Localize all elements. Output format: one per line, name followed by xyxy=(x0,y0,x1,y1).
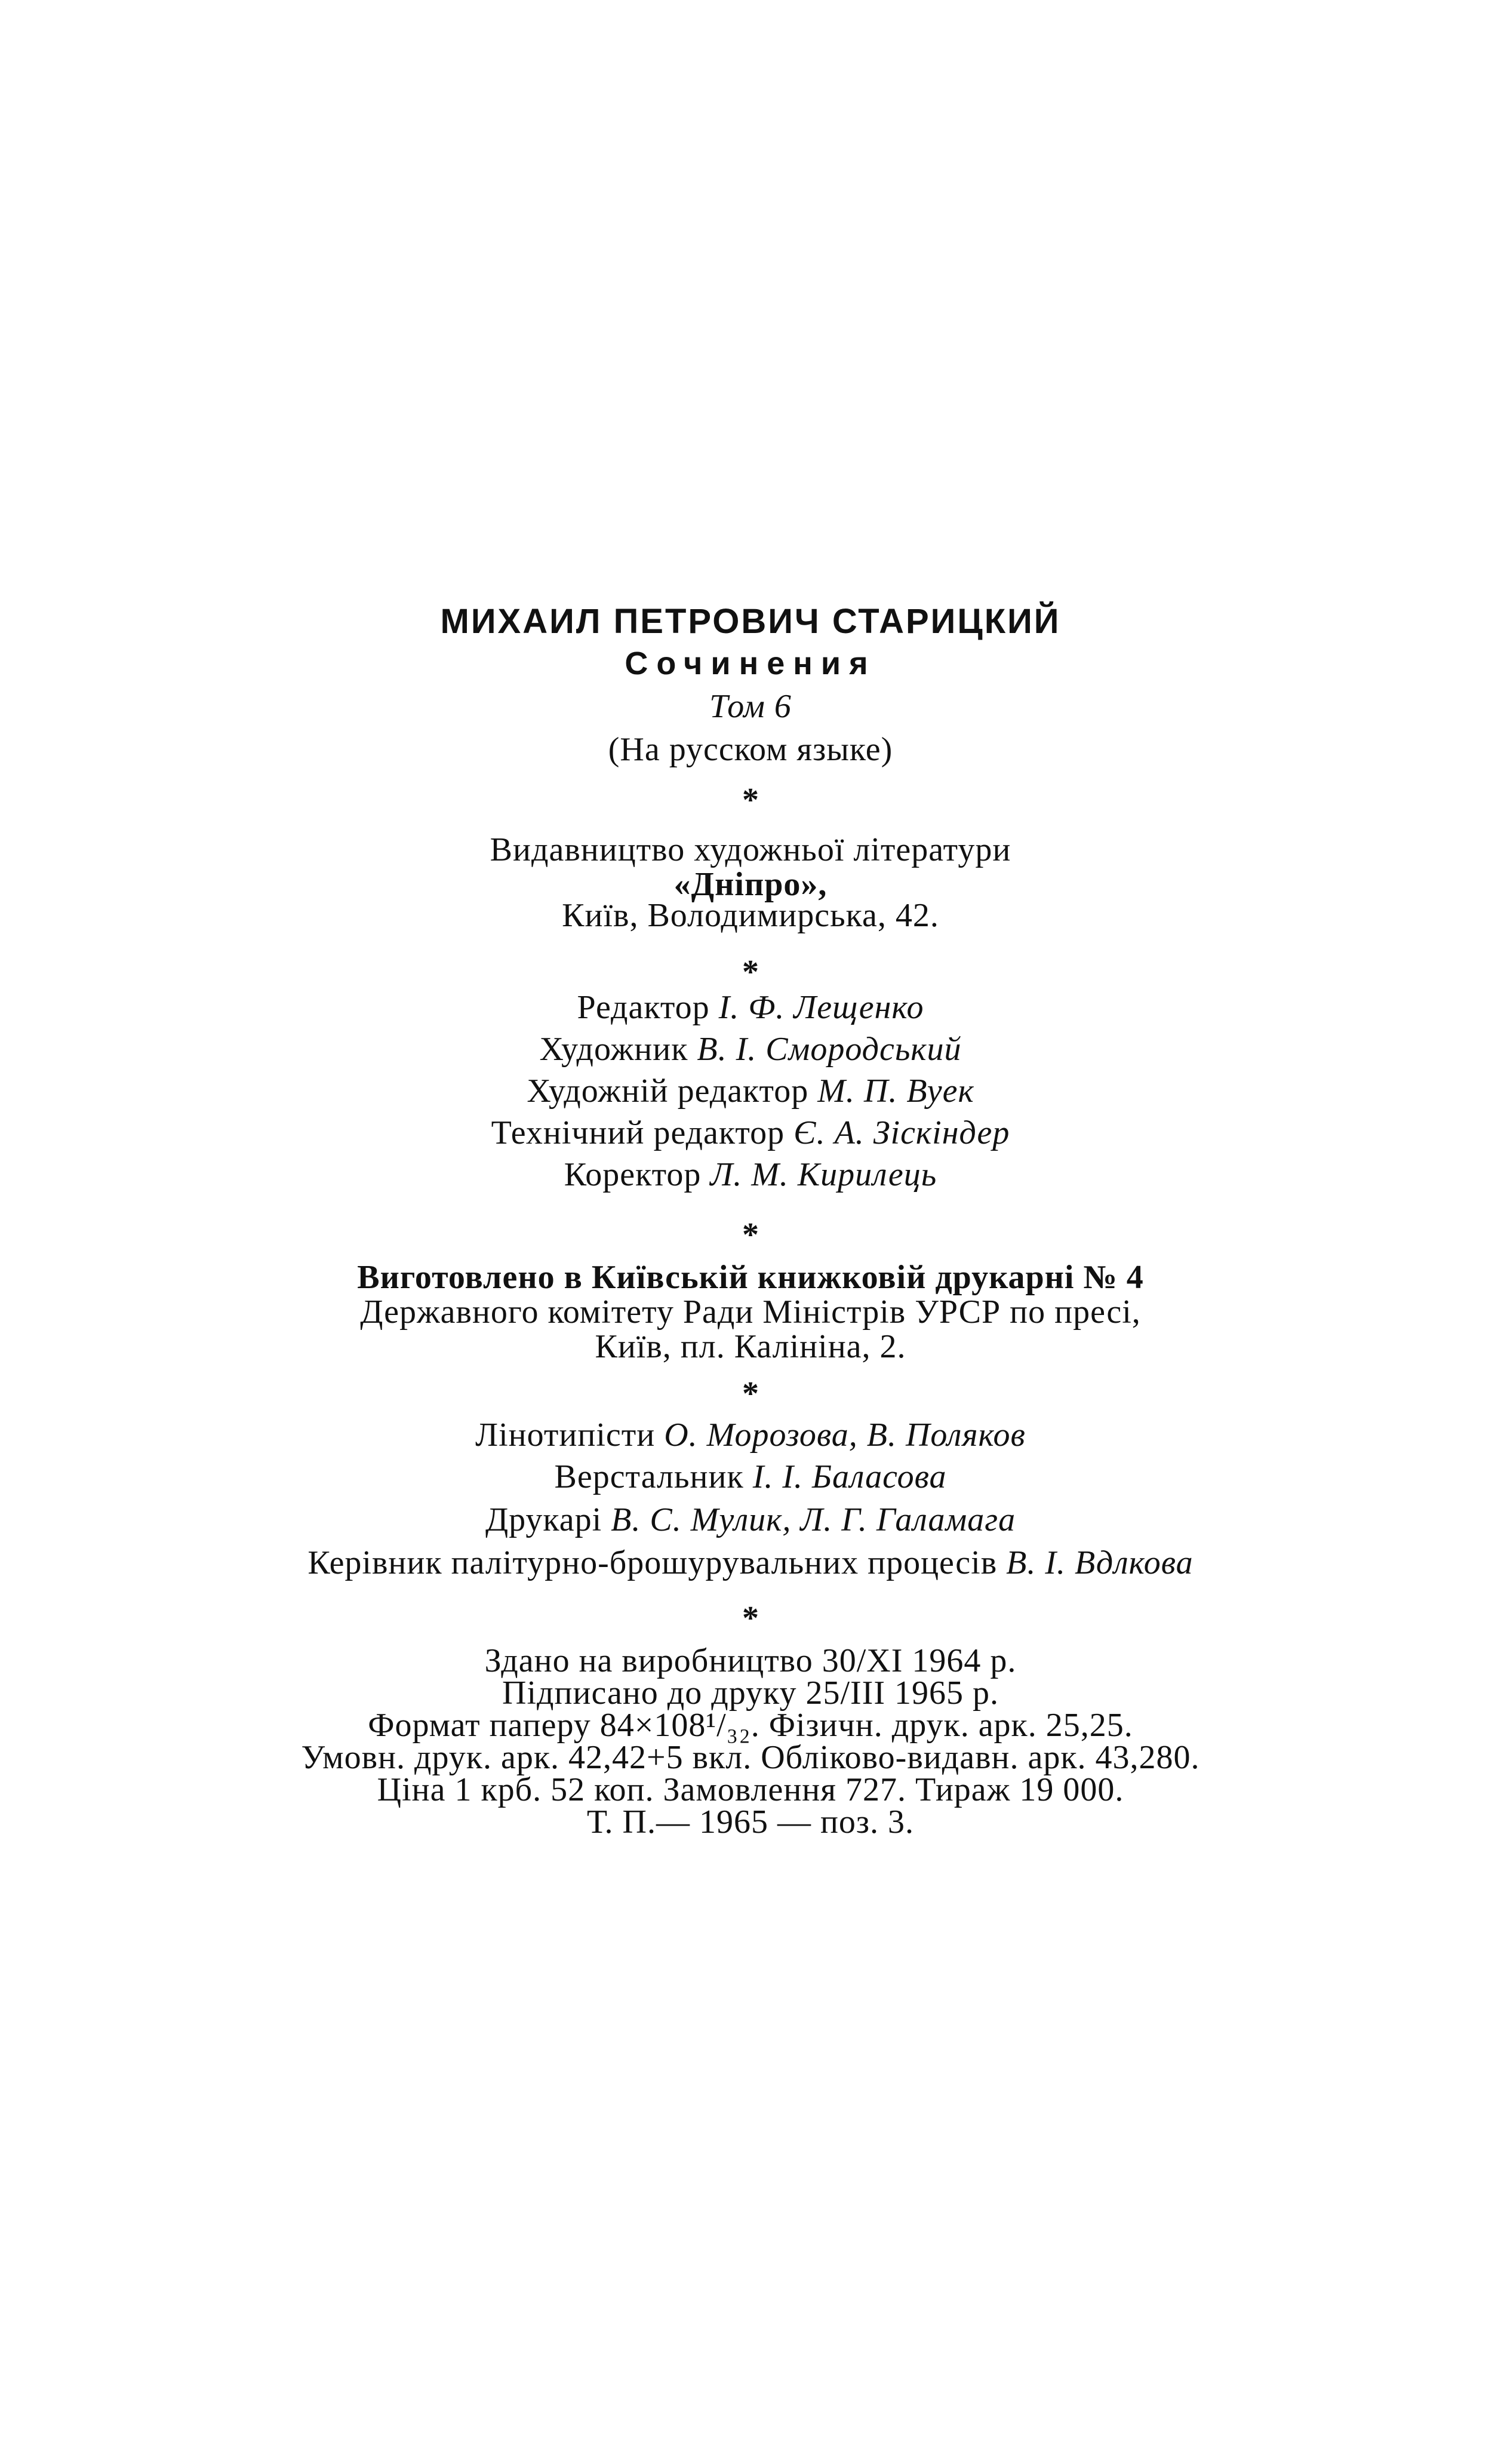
staff-art-editor xyxy=(0,1071,1501,1111)
imprint-signed: Підписано до друку 25/III 1965 р. xyxy=(502,1675,999,1712)
imprint-submitted: Здано на виробництво 30/XI 1964 р. xyxy=(484,1642,1017,1679)
imprint-plan-position: Т. П.— 1965 — поз. 3. xyxy=(586,1804,915,1841)
production-role: Друкарі xyxy=(485,1501,602,1538)
staff-name: Є. А. Зіскіндер xyxy=(793,1114,1010,1151)
production-typesetter xyxy=(0,1457,1501,1497)
production-name: В. С. Мулик, Л. Г. Галамага xyxy=(611,1501,1016,1538)
separator-star: * xyxy=(742,1375,759,1412)
printing-house: Виготовлено в Київській книжковій друкарні № 4 xyxy=(357,1259,1144,1296)
production-role: Верстальник xyxy=(554,1458,744,1495)
publisher-brand: «Дніпро», xyxy=(673,866,828,903)
separator-star: * xyxy=(742,782,759,819)
work-title: Сочинения xyxy=(625,646,876,681)
production-linotypists xyxy=(0,1415,1501,1455)
separator-star: * xyxy=(742,954,759,991)
production-name: В. І. Вдлкова xyxy=(1006,1544,1194,1581)
production-name: І. І. Баласова xyxy=(752,1458,947,1495)
staff-artist xyxy=(0,1030,1501,1069)
production-role: Керівник палітурно-брошурувальних процесів xyxy=(307,1544,998,1581)
staff-name: В. І. Смородський xyxy=(697,1031,962,1068)
imprint-format: Формат паперу 84×108¹/₃₂. Фізичн. друк. арк. 25,25. xyxy=(368,1707,1133,1744)
staff-name: М. П. Вуек xyxy=(817,1073,974,1110)
staff-proofreader xyxy=(0,1155,1501,1194)
staff-name: І. Ф. Лещенко xyxy=(718,989,924,1026)
production-name: О. Морозова, В. Поляков xyxy=(664,1417,1026,1454)
staff-role: Технічний редактор xyxy=(491,1114,785,1151)
publisher-address: Київ, Володимирська, 42. xyxy=(562,897,939,934)
printing-committee: Державного комітету Ради Міністрів УРСР по пресі, xyxy=(360,1294,1141,1331)
staff-role: Художник xyxy=(539,1031,688,1068)
production-binding-head xyxy=(0,1543,1501,1583)
volume-number: Том 6 xyxy=(709,688,792,725)
separator-star: * xyxy=(742,1216,759,1253)
publisher-name: Видавництво художньої літератури xyxy=(490,831,1011,868)
production-role: Лінотипісти xyxy=(475,1417,656,1454)
imprint-price: Ціна 1 крб. 52 коп. Замовлення 727. Тираж 19 000. xyxy=(377,1771,1124,1808)
staff-editor xyxy=(0,988,1501,1027)
staff-role: Художній редактор xyxy=(527,1073,809,1110)
language-note: (На русском языке) xyxy=(608,731,893,768)
imprint-sheets: Умовн. друк. арк. 42,42+5 вкл. Обліково-видавн. арк. 43,280. xyxy=(301,1739,1200,1776)
staff-tech-editor xyxy=(0,1113,1501,1153)
author-name: МИХАИЛ ПЕТРОВИЧ СТАРИЦКИЙ xyxy=(440,602,1061,641)
staff-role: Коректор xyxy=(564,1156,702,1193)
separator-star: * xyxy=(742,1600,759,1637)
printing-address: Київ, пл. Калініна, 2. xyxy=(595,1328,906,1365)
production-printers xyxy=(0,1500,1501,1540)
staff-role: Редактор xyxy=(577,989,710,1026)
staff-name: Л. М. Кирилець xyxy=(710,1156,937,1193)
